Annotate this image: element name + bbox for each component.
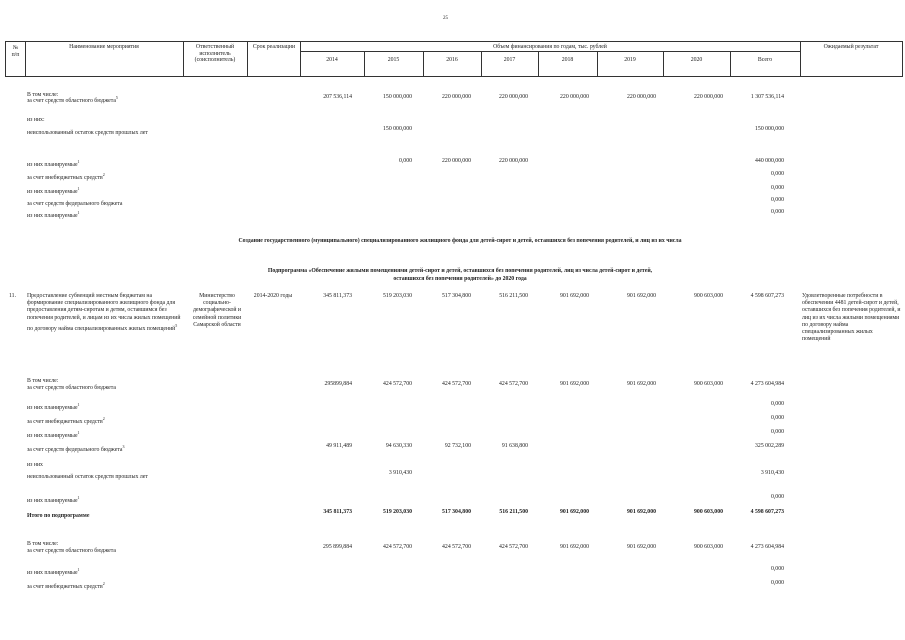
row-value: 220 000,000 <box>560 94 589 100</box>
row-label: за счет внебюджетных средств$^2$ <box>27 416 105 425</box>
row-value: 92 732,100 <box>444 443 471 449</box>
col-divider <box>364 51 365 76</box>
item-executor: Министерство социально-демографической и семейной политики Самарской области <box>192 293 242 328</box>
row-value: 4 273 604,984 <box>750 381 784 387</box>
row-value: 220 000,000 <box>442 94 471 100</box>
row-label: из них планируемые$^1$ <box>27 402 80 411</box>
header-year: 2017 <box>503 57 516 63</box>
row-value: 207 536,114 <box>323 94 352 100</box>
row-label: за счет средств федерального бюджета$^3$ <box>27 444 125 453</box>
row-value: 0,000 <box>770 209 784 215</box>
row-label: из них планируемые$^1$ <box>27 430 80 439</box>
item-value: 516 211,500 <box>499 293 528 299</box>
row-value: 0,000 <box>770 494 784 500</box>
row-value: 424 572,700 <box>499 544 528 550</box>
row-value: 424 572,700 <box>442 544 471 550</box>
row-value: 0,000 <box>770 401 784 407</box>
col-divider <box>247 42 248 76</box>
header-num: № п/п <box>11 45 20 58</box>
row-label: за счет средств областного бюджета <box>27 384 116 391</box>
row-divider <box>300 51 800 52</box>
col-divider <box>423 51 424 76</box>
header-term: Срок реализации <box>252 44 296 50</box>
row-label: из них планируемые$^1$ <box>27 495 80 504</box>
col-divider <box>597 51 598 76</box>
row-value: 94 630,330 <box>385 443 412 449</box>
row-value: 0,000 <box>770 429 784 435</box>
item-value: 901 692,000 <box>560 293 589 299</box>
row-value: 345 811,373 <box>323 509 352 515</box>
row-value: 3 910,430 <box>388 470 412 476</box>
row-value: 901 692,000 <box>627 544 656 550</box>
row-value: 901 692,000 <box>560 509 589 515</box>
header-volume: Объем финансирования по годам, тыс. рублей <box>493 44 607 50</box>
col-divider <box>538 51 539 76</box>
row-label: за счет внебюджетных средств$^2$ <box>27 581 105 590</box>
row-value: 49 911,489 <box>326 443 352 449</box>
row-value: 150 000,000 <box>383 126 412 132</box>
row-value: 901 692,000 <box>627 509 656 515</box>
row-label: В том числе: <box>27 540 59 547</box>
item-result: Удовлетворенные потребности в обеспечении 4481 детей-сирот и детей, оставшихся без попечения родителей, и лиц из их числа жилыми помещениями по договору найма специализированных жилых помещений <box>802 293 901 343</box>
table-header <box>5 41 903 77</box>
row-value: 424 572,700 <box>383 544 412 550</box>
row-value: 0,000 <box>770 171 784 177</box>
row-value: 150 000,000 <box>383 94 412 100</box>
col-divider <box>800 42 801 76</box>
header-year: 2015 <box>387 57 400 63</box>
item-value: 345 811,373 <box>323 293 352 299</box>
row-label: за счет средств федерального бюджета <box>27 200 123 207</box>
row-value: 220 000,000 <box>499 158 528 164</box>
row-label: В том числе: <box>27 91 59 98</box>
header-year: 2014 <box>326 57 338 63</box>
item-value: 900 603,000 <box>694 293 723 299</box>
row-value: 424 572,700 <box>442 381 471 387</box>
header-name: Наименование мероприятия <box>69 44 139 50</box>
item-term: 2014-2020 годы <box>253 293 293 299</box>
header-year: 2020 <box>690 57 703 63</box>
subprogram-title-cont: оставшихся без попечения родителей» до 2020 года <box>393 276 527 282</box>
row-value: 901 692,000 <box>560 544 589 550</box>
item-value: 519 203,030 <box>383 293 412 299</box>
row-label: за счет средств областного бюджета$^5$ <box>27 95 118 104</box>
item-value: 517 304,800 <box>442 293 471 299</box>
row-value: 440 000,000 <box>755 158 784 164</box>
row-value: 424 572,700 <box>383 381 412 387</box>
row-value: 325 002,289 <box>755 443 784 449</box>
header-year: 2016 <box>446 57 458 63</box>
row-label: В том числе: <box>27 377 59 384</box>
subprogram-title: Подпрограмма «Обеспечение жилыми помещениями детей-сирот и детей, оставшихся без попечения родителей, лиц из числа детей-сирот и детей, <box>267 268 653 274</box>
row-label: Итого по подпрограмме <box>27 512 90 519</box>
row-value: 220 000,000 <box>627 94 656 100</box>
item-name: Предоставление субвенций местным бюджетам на формирование специализированного жилищного фонда для предоставления детям-сиротам и детям, оставшимся без попечения родителей, и лицам из их числа жилых помещений по договору найма специализированных жилых помещений$^5$ <box>27 293 181 332</box>
row-value: 0,000 <box>770 415 784 421</box>
row-value: 220 000,000 <box>442 158 471 164</box>
header-executor: Ответственный исполнитель (соисполнитель) <box>194 44 236 63</box>
row-value: 901 692,000 <box>560 381 589 387</box>
row-value: 3 910,430 <box>760 470 784 476</box>
section-title: Создание государственного (муниципального) специализированного жилищного фонда для детей-сирот и детей, оставшихся без попечения родителей, и лиц из их числа <box>238 238 682 244</box>
row-value: 0,000 <box>770 566 784 572</box>
row-label: из них планируемые$^1$ <box>27 186 80 195</box>
col-divider <box>183 42 184 76</box>
row-value: 0,000 <box>398 158 412 164</box>
row-value: 220 000,000 <box>499 94 528 100</box>
page-number: 25 <box>443 16 448 21</box>
row-label: за счет средств областного бюджета <box>27 547 116 554</box>
row-label: из них планируемые$^1$ <box>27 567 80 576</box>
row-label: из них планируемые$^1$ <box>27 210 80 219</box>
row-value: 295899,884 <box>324 381 352 387</box>
row-value: 4 598 607,273 <box>750 509 784 515</box>
row-value: 0,000 <box>770 185 784 191</box>
row-label: из них <box>27 461 43 468</box>
row-value: 4 273 604,984 <box>750 544 784 550</box>
row-label: неиспользованный остаток средств прошлых лет <box>27 473 148 480</box>
header-year: 2018 <box>561 57 574 63</box>
row-value: 0,000 <box>770 197 784 203</box>
row-value: 901 692,000 <box>627 381 656 387</box>
col-divider <box>663 51 664 76</box>
col-divider <box>481 51 482 76</box>
row-value: 900 603,000 <box>694 544 723 550</box>
item-number: 11. <box>9 293 17 299</box>
row-value: 517 304,800 <box>442 509 471 515</box>
row-value: 900 603,000 <box>694 509 723 515</box>
row-label: неиспользованный остаток средств прошлых лет <box>27 129 148 136</box>
header-result: Ожидаемый результат <box>823 44 879 50</box>
header-year: 2019 <box>624 57 636 63</box>
header-year: Всего <box>757 57 773 63</box>
row-value: 519 203,030 <box>383 509 412 515</box>
row-label: из них: <box>27 116 45 123</box>
row-value: 150 000,000 <box>755 126 784 132</box>
row-value: 0,000 <box>770 580 784 586</box>
item-value: 901 692,000 <box>627 293 656 299</box>
row-value: 295 899,884 <box>323 544 352 550</box>
row-label: из них планируемые$^1$ <box>27 159 80 168</box>
row-value: 91 638,800 <box>501 443 528 449</box>
row-value: 220 000,000 <box>694 94 723 100</box>
col-divider <box>902 42 903 76</box>
row-label: за счет внебюджетных средств$^2$ <box>27 172 105 181</box>
row-value: 424 572,700 <box>499 381 528 387</box>
item-value: 4 598 607,273 <box>750 293 784 299</box>
row-value: 1 307 536,114 <box>750 94 784 100</box>
row-value: 516 211,500 <box>499 509 528 515</box>
row-value: 900 603,000 <box>694 381 723 387</box>
col-divider <box>730 51 731 76</box>
